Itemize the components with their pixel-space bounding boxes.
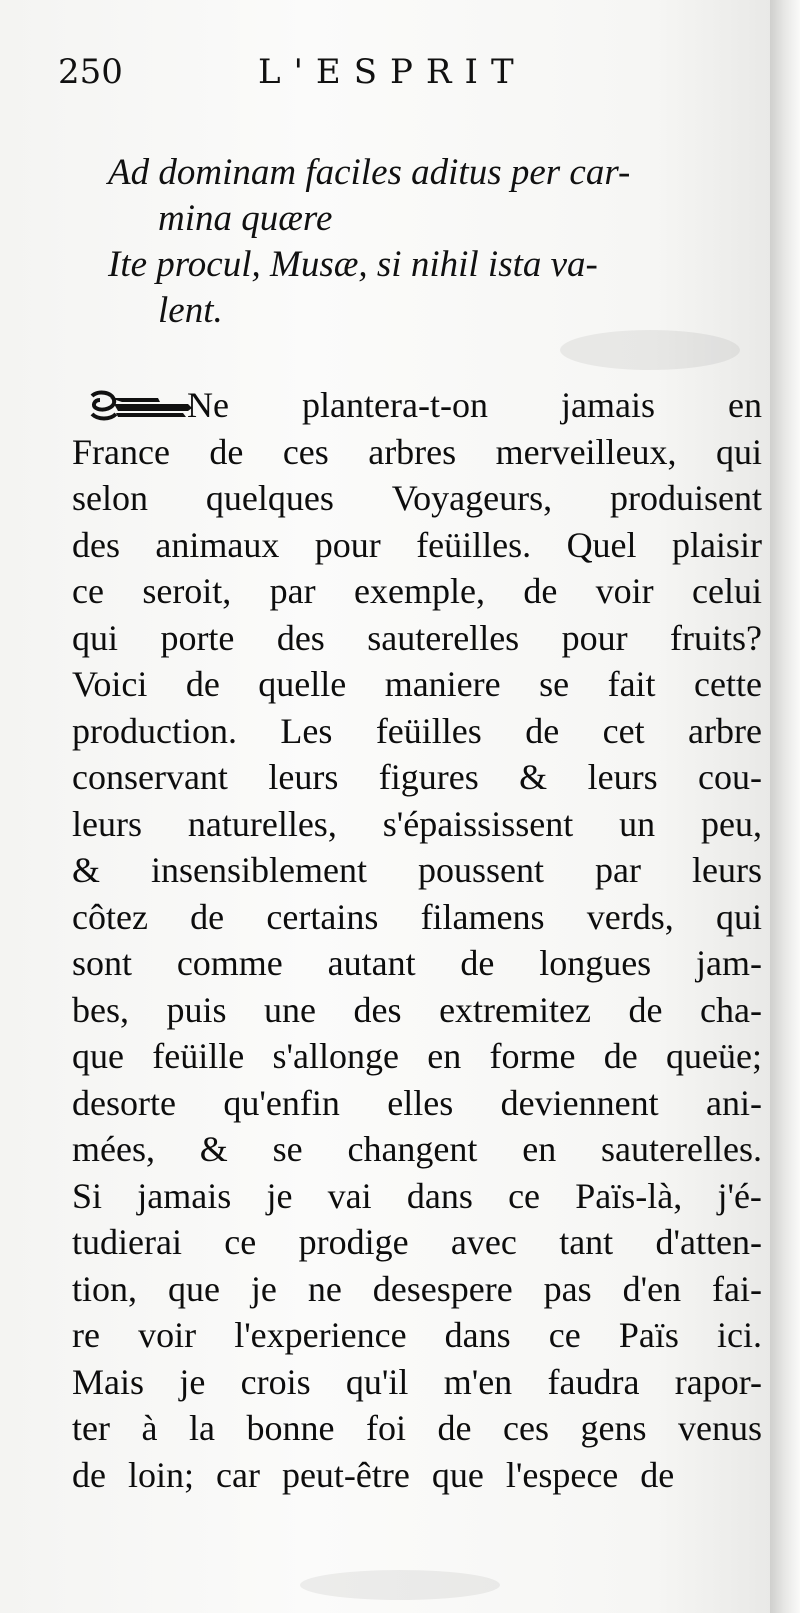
word: Ne: [187, 385, 229, 425]
word: extremitez: [439, 989, 591, 1030]
word: car: [216, 1454, 260, 1495]
word: je: [250, 1268, 277, 1309]
word: de: [437, 1408, 472, 1448]
word: insensiblement: [151, 850, 367, 890]
word: Païs-là,: [575, 1175, 683, 1216]
verse-quotation: [108, 150, 758, 334]
word: cette: [694, 664, 762, 704]
word: sauterelles: [367, 617, 520, 658]
word: Voici: [72, 664, 148, 704]
word: en: [427, 1036, 462, 1076]
word: de: [525, 710, 560, 751]
word: quelle: [258, 664, 347, 704]
text-line: [72, 615, 762, 662]
word: fait: [607, 664, 656, 704]
word: fai-: [712, 1268, 762, 1309]
text-line: [72, 661, 762, 708]
word: pas: [543, 1268, 592, 1309]
word: pour: [561, 617, 628, 658]
verse-line: Ad dominam faciles aditus per car-: [108, 152, 631, 193]
word: naturelles,: [187, 803, 337, 844]
word: de: [523, 571, 558, 611]
word: voir: [138, 1315, 197, 1355]
word: conservant: [72, 757, 228, 797]
word: ce: [72, 571, 104, 611]
text-line: [72, 847, 762, 894]
text-line: [72, 1173, 762, 1220]
word: de: [628, 989, 663, 1030]
word: que: [431, 1454, 484, 1495]
text-line: [72, 708, 762, 755]
word: exemple,: [354, 571, 485, 611]
word: ce: [548, 1315, 581, 1355]
word: gens: [580, 1408, 647, 1448]
word: crois: [240, 1361, 311, 1402]
word: fruits?: [670, 617, 762, 658]
word: voir: [595, 571, 654, 611]
word: &: [519, 757, 548, 797]
verse-line: Ite procul, Musæ, si nihil ista va-: [108, 244, 598, 285]
word: leurs: [268, 757, 339, 797]
text-line: [72, 1219, 762, 1266]
word: seroit,: [142, 571, 232, 611]
text-line: [72, 522, 762, 569]
word: jamais: [137, 1175, 232, 1216]
word: à: [141, 1408, 158, 1448]
word: certains: [266, 896, 379, 937]
word: forme: [489, 1036, 576, 1076]
word: qui: [715, 896, 762, 937]
word: Mais: [72, 1361, 144, 1402]
page-number: 250: [58, 52, 123, 92]
word: pour: [314, 524, 381, 565]
word: figures: [378, 757, 479, 797]
word: puis: [166, 989, 227, 1030]
word: cou-: [698, 757, 762, 797]
word: &: [72, 850, 101, 890]
word: ter: [72, 1408, 110, 1448]
word: mées,: [72, 1129, 155, 1169]
word: celui: [692, 571, 762, 611]
word: desorte: [72, 1082, 176, 1123]
word: leurs: [692, 850, 762, 890]
word: foi: [365, 1408, 406, 1448]
word: de: [640, 1454, 675, 1495]
word: s'allonge: [272, 1036, 399, 1076]
word: en: [522, 1129, 557, 1169]
word: leurs: [587, 757, 658, 797]
text-line: [72, 1405, 762, 1452]
word: l'experience: [234, 1315, 407, 1355]
word: France: [72, 431, 170, 472]
word: produisent: [610, 478, 762, 518]
word: l'espece: [505, 1454, 619, 1495]
word: tudierai: [72, 1222, 182, 1262]
word: qui: [715, 431, 762, 472]
word: par: [595, 850, 641, 890]
verse-line: lent.: [158, 290, 223, 331]
word: prodige: [298, 1222, 409, 1262]
word: bonne: [246, 1408, 335, 1448]
word: cet: [602, 710, 645, 751]
text-line: [72, 801, 762, 848]
word: s'épaississent: [382, 803, 574, 844]
word: ne: [307, 1268, 342, 1309]
word: ani-: [706, 1082, 762, 1123]
word: de: [209, 431, 244, 472]
word: de: [72, 1454, 106, 1495]
text-line: [72, 754, 762, 801]
word: une: [264, 989, 317, 1030]
word: que: [72, 1036, 124, 1076]
word: vai: [327, 1175, 372, 1216]
verse-line: mina quære: [158, 198, 333, 239]
word: j'é-: [717, 1175, 762, 1216]
paper-stain: [560, 330, 740, 370]
word: feüilles: [375, 710, 482, 751]
word: rapor-: [674, 1361, 762, 1402]
text-line: [72, 1359, 762, 1406]
word: Païs: [618, 1315, 679, 1355]
word: feüilles.: [416, 524, 532, 565]
word: la: [188, 1408, 215, 1448]
word: sauterelles.: [601, 1129, 762, 1169]
word: par: [269, 571, 316, 611]
word: qu'il: [345, 1361, 409, 1402]
word: faudra: [547, 1361, 640, 1402]
word: des: [353, 989, 402, 1030]
word: de: [603, 1036, 638, 1076]
word: je: [266, 1175, 293, 1216]
word: ces: [282, 431, 329, 472]
word: ce: [224, 1222, 257, 1262]
text-line: [72, 1312, 762, 1359]
word: avec: [450, 1222, 517, 1262]
word: Les: [280, 710, 333, 751]
word: plantera-t-on: [302, 385, 488, 425]
text-line: [72, 1033, 762, 1080]
word: se: [539, 664, 570, 704]
word: dans: [444, 1315, 511, 1355]
word: Si: [72, 1175, 103, 1216]
word: un: [619, 803, 656, 844]
word: porte: [160, 617, 235, 658]
word: changent: [347, 1129, 478, 1169]
word: d'en: [622, 1268, 682, 1309]
word: de: [460, 943, 495, 983]
word: re: [72, 1315, 100, 1355]
word: jam-: [696, 943, 762, 983]
word: loin;: [127, 1454, 194, 1495]
word: selon: [72, 478, 148, 518]
word: des: [72, 524, 120, 565]
word: poussent: [418, 850, 545, 890]
word: elles: [387, 1082, 454, 1123]
word: de: [190, 896, 225, 937]
body-paragraph: [72, 382, 762, 1498]
word: queüe;: [666, 1036, 762, 1076]
word: tion,: [72, 1268, 138, 1309]
word: je: [179, 1361, 206, 1402]
word: ces: [503, 1408, 549, 1448]
word: Quel: [566, 524, 637, 565]
word: d'atten-: [655, 1222, 762, 1262]
word: verds,: [586, 896, 674, 937]
running-head: L'ESPRIT: [258, 52, 527, 92]
text-line: [72, 1126, 762, 1173]
text-line: [72, 429, 762, 476]
word: ce: [508, 1175, 541, 1216]
text-line: [72, 894, 762, 941]
word: des: [276, 617, 325, 658]
word: dans: [406, 1175, 473, 1216]
text-line: [72, 475, 762, 522]
text-line: [72, 1452, 762, 1499]
word: plaisir: [671, 524, 762, 565]
word: qu'enfin: [223, 1082, 340, 1123]
text-line: [72, 987, 762, 1034]
word: quelques: [205, 478, 334, 518]
word: animaux: [155, 524, 280, 565]
word: jamais: [560, 385, 655, 425]
word: que: [167, 1268, 220, 1309]
word: venus: [678, 1408, 762, 1448]
word: peut-être: [281, 1454, 410, 1495]
word: Voyageurs,: [391, 478, 553, 518]
text-line: [72, 940, 762, 987]
word: m'en: [443, 1361, 513, 1402]
word: cha-: [700, 989, 762, 1030]
word: filamens: [420, 896, 545, 937]
word: sont: [72, 943, 133, 983]
word: &: [199, 1129, 228, 1169]
page-edge: [770, 0, 800, 1613]
word: se: [272, 1129, 303, 1169]
word: qui: [72, 617, 119, 658]
word: arbre: [688, 710, 762, 751]
text-line: [72, 568, 762, 615]
word: leurs: [72, 803, 142, 844]
word: peu,: [700, 803, 762, 844]
word: maniere: [384, 664, 501, 704]
text-line: [72, 382, 762, 429]
word: longues: [539, 943, 652, 983]
word: merveilleux,: [495, 431, 677, 472]
paper-stain: [300, 1570, 500, 1600]
page-header: [58, 52, 758, 102]
word: arbres: [368, 431, 457, 472]
word: de: [185, 664, 220, 704]
word: autant: [327, 943, 416, 983]
word: comme: [176, 943, 283, 983]
text-line: [72, 1080, 762, 1127]
word: tant: [559, 1222, 614, 1262]
word: desespere: [372, 1268, 513, 1309]
word: côtez: [72, 896, 148, 937]
word: ici.: [716, 1315, 762, 1355]
text-line: [72, 1266, 762, 1313]
word: production.: [72, 710, 237, 751]
word: en: [728, 385, 762, 425]
word: deviennent: [500, 1082, 659, 1123]
word: feüille: [152, 1036, 245, 1076]
word: bes,: [72, 989, 129, 1030]
